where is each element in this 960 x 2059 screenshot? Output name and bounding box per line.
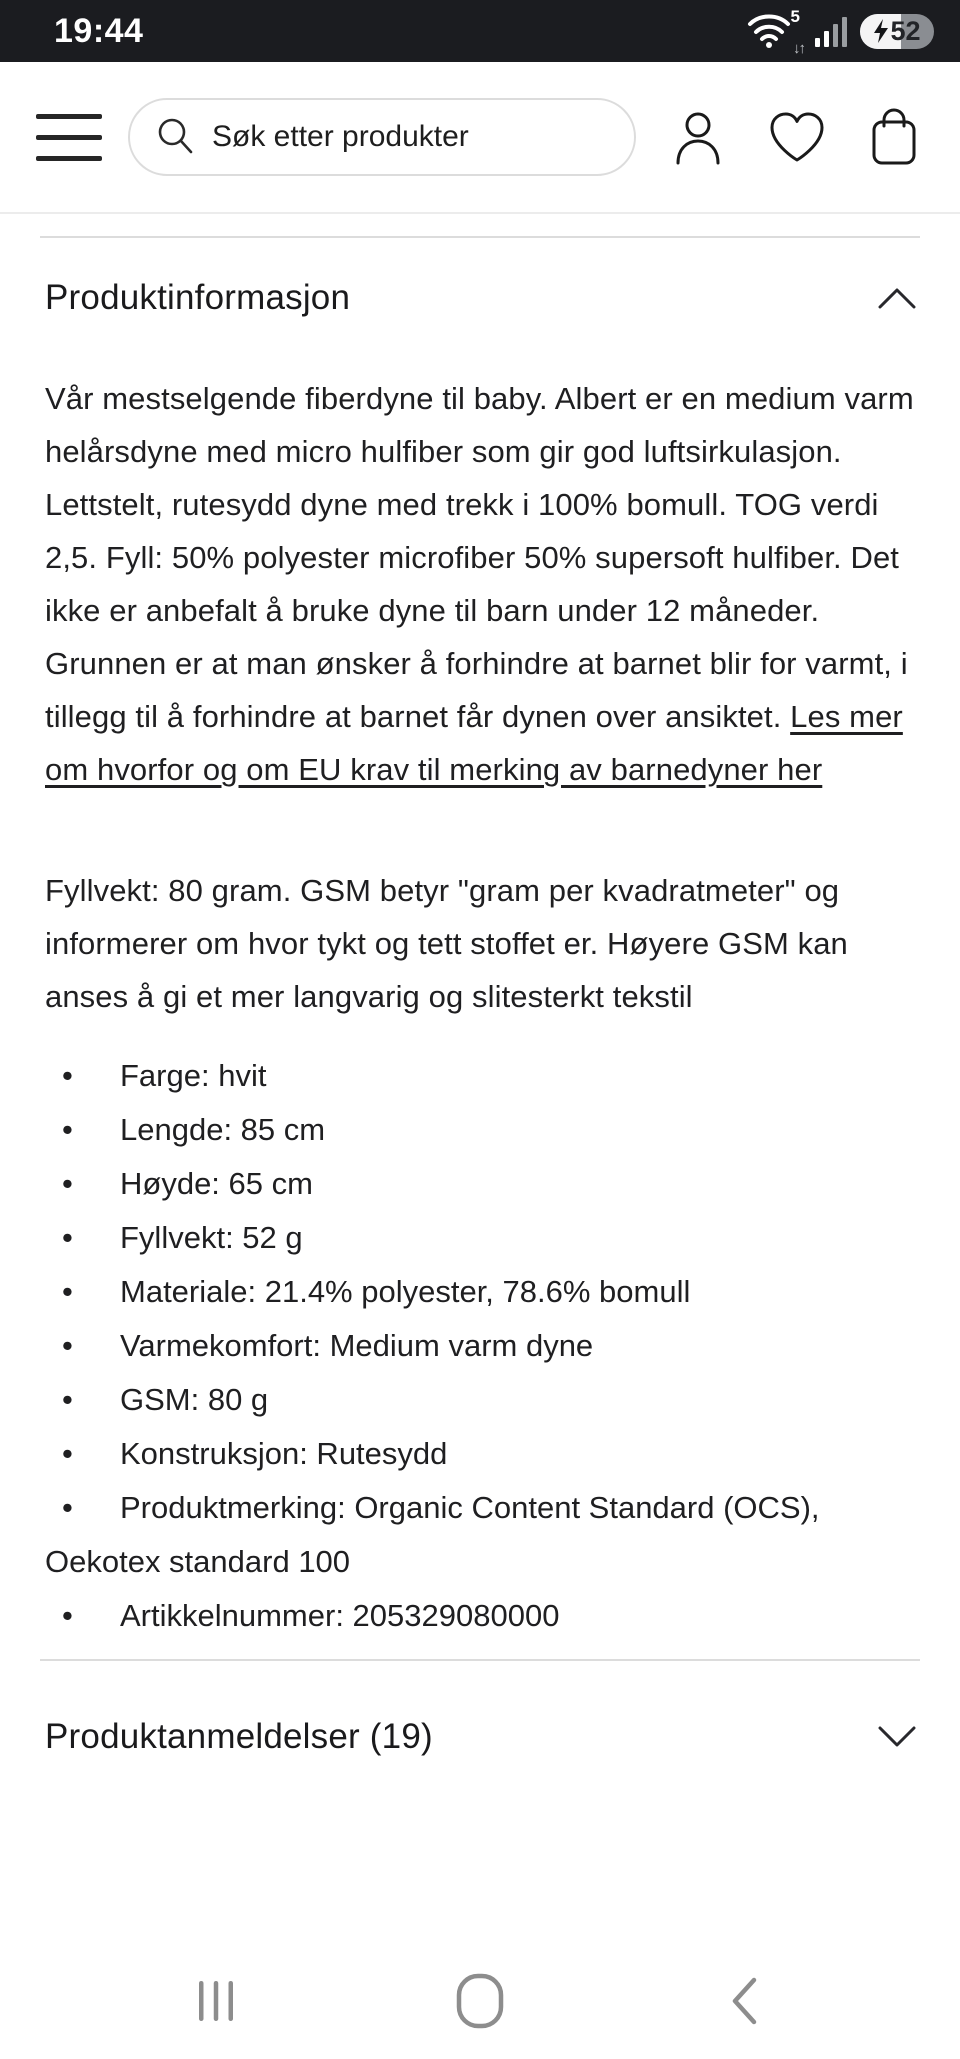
chevron-down-icon — [876, 1724, 918, 1750]
reviews-section — [40, 1659, 920, 1773]
gsm-description: Fyllvekt: 80 gram. GSM betyr "gram per kvadratmeter" og informerer om hvor tykt og tett stoffet er. Høyere GSM kan anses å gi et mer langvarig og slitesterkt tekstil — [45, 873, 848, 1014]
battery-icon — [860, 14, 934, 49]
cart-bag-icon[interactable] — [870, 108, 918, 166]
signal-icon — [815, 14, 847, 48]
product-info-header[interactable] — [45, 262, 918, 334]
charging-bolt-icon — [873, 19, 889, 43]
back-button[interactable] — [714, 1971, 774, 2031]
clock: 19:44 — [54, 11, 144, 50]
search-icon — [154, 115, 198, 159]
spec-item: • Materiale: 21.4% polyester, 78.6% bomull — [45, 1265, 918, 1319]
spec-item: • GSM: 80 g — [45, 1373, 918, 1427]
search-bar[interactable] — [128, 98, 636, 176]
home-button[interactable] — [450, 1971, 510, 2031]
android-nav-bar — [0, 1943, 960, 2059]
chevron-up-icon — [876, 285, 918, 311]
product-description — [45, 372, 918, 796]
reviews-header[interactable] — [45, 1701, 918, 1773]
spec-item: • Farge: hvit — [45, 1049, 918, 1103]
spec-item: • Produktmerking: Organic Content Standard (OCS), Oekotex standard 100 — [45, 1481, 918, 1589]
battery-percent: 52 — [890, 15, 921, 46]
recents-button[interactable] — [186, 1971, 246, 2031]
product-info-title: Produktinformasjon — [45, 278, 351, 317]
wifi-band-label: 5 — [790, 7, 800, 26]
account-icon[interactable] — [672, 109, 724, 165]
spec-item: • Lengde: 85 cm — [45, 1103, 918, 1157]
product-info-section — [40, 236, 920, 1659]
spec-item: • Høyde: 65 cm — [45, 1157, 918, 1211]
header-gap — [0, 214, 960, 236]
description-text: Vår mestselgende fiberdyne til baby. Albert er en medium varm helårsdyne med micro hulfiber som gir god luftsirkulasjon. Lettstelt, rutesydd dyne med trekk i 100% bomull. TOG verdi 2,5. Fyll: 50% polyester microfiber 50% supersoft hulfiber. Det ikke er anbefalt å bruke dyne til barn under 12 måneder. Grunnen er at man ønsker å forhindre at barnet blir for varmt, i tillegg til å forhindre at barnet får dynen over ansiktet. — [45, 381, 914, 734]
status-indicators — [746, 7, 934, 57]
app-header — [0, 62, 960, 214]
status-bar — [0, 0, 960, 62]
spec-item: • Fyllvekt: 52 g — [45, 1211, 918, 1265]
spec-item: • Artikkelnummer: 205329080000 — [45, 1589, 918, 1643]
menu-button[interactable] — [36, 114, 102, 161]
spec-list — [45, 1049, 918, 1643]
eu-requirements-link[interactable]: Les mer om hvorfor og om EU krav til merking av barnedyner her — [45, 699, 903, 787]
search-input[interactable] — [212, 120, 624, 154]
spec-item: • Konstruksjon: Rutesydd — [45, 1427, 918, 1481]
wishlist-heart-icon[interactable] — [768, 111, 826, 163]
wifi-traffic-arrows-icon: ↓↑ — [793, 40, 804, 57]
wifi-icon — [746, 7, 804, 57]
reviews-title: Produktanmeldelser (19) — [45, 1717, 433, 1756]
spec-item: • Varmekomfort: Medium varm dyne — [45, 1319, 918, 1373]
header-actions — [672, 108, 918, 166]
